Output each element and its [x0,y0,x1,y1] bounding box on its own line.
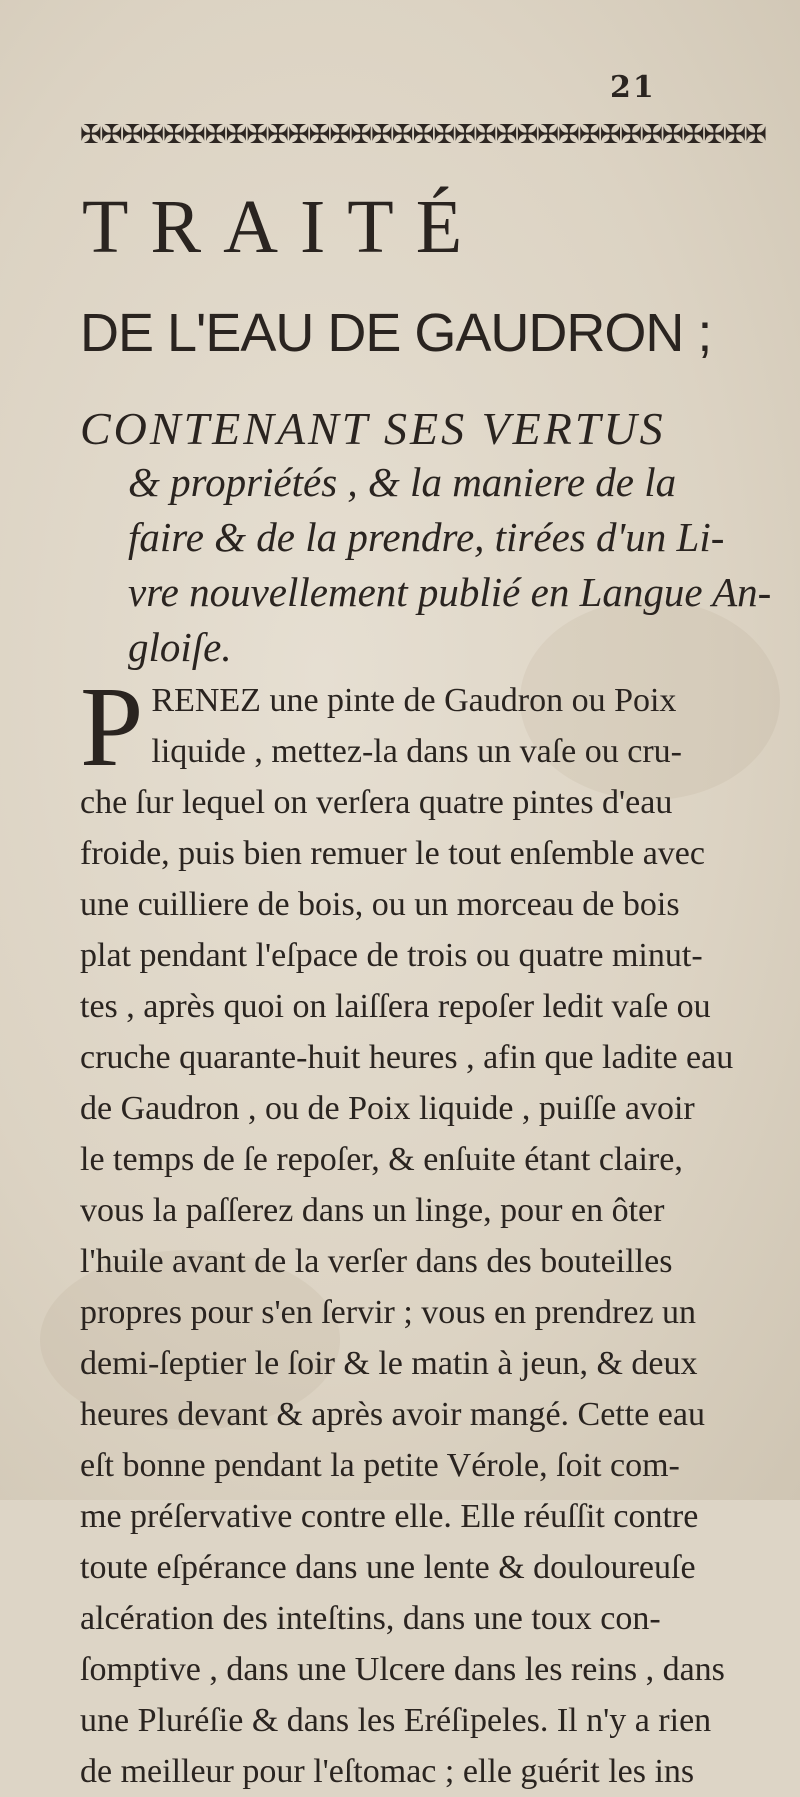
body-line: eſt bonne pendant la petite Vérole, ſoit com- [80,1447,680,1484]
description-line: faire & de la prendre, tirées d'un Li- [128,514,725,560]
body-line: froide, puis bien remuer le tout enſemble avec [80,835,705,872]
body-line: RENEZ une pinte de Gaudron ou Poix [151,682,677,719]
page-title: TRAITÉ [82,185,485,269]
body-line: de Gaudron , ou de Poix liquide , puiſſe avoir [80,1090,695,1127]
body-line: l'huile avant de la verſer dans des bouteilles [80,1243,673,1280]
description-line: vre nouvellement publié en Langue An- [128,569,772,615]
body-line: vous la paſſerez dans un linge, pour en ôter [80,1192,665,1229]
body-line: alcération des inteſtins, dans une toux con- [80,1600,661,1637]
body-text [80,663,740,1797]
body-line: me préſervative contre elle. Elle réuſſit contre [80,1498,699,1535]
body-line: che ſur lequel on verſera quatre pintes d'eau [80,784,673,821]
title-description [80,455,772,675]
body-line: toute eſpérance dans une lente & douloureuſe [80,1549,696,1586]
description-line: & propriétés , & la maniere de la [128,459,677,505]
body-line: de meilleur pour l'eſtomac ; elle guérit les ins [80,1753,695,1790]
body-line: le temps de ſe repoſer, & enſuite étant claire, [80,1141,683,1178]
drop-cap: P [80,663,144,790]
ornament-border: ✠✠✠✠✠✠✠✠✠✠✠✠✠✠✠✠✠✠✠✠✠✠✠✠✠✠✠✠✠✠✠✠✠ [80,120,766,150]
body-line: une Pluréſie & dans les Eréſipeles. Il n'y a rien [80,1702,712,1739]
body-line: heures devant & après avoir mangé. Cette eau [80,1396,705,1433]
description-line: gloiſe. [128,624,232,670]
section-heading: CONTENANT SES VERTUS [80,403,666,454]
body-line: tes , après quoi on laiſſera repoſer ledit vaſe ou [80,988,711,1025]
body-line: ſomptive , dans une Ulcere dans les reins , dans [80,1651,725,1688]
body-line: plat pendant l'eſpace de trois ou quatre minut- [80,937,703,974]
body-line: demi-ſeptier le ſoir & le matin à jeun, & deux [80,1345,698,1382]
body-line: cruche quarante-huit heures , afin que ladite eau [80,1039,734,1076]
page-number: 21 [610,70,656,105]
body-line: propres pour s'en ſervir ; vous en prendrez un [80,1294,697,1331]
page-subtitle: DE L'EAU DE GAUDRON ; [80,303,712,363]
body-line: liquide , mettez-la dans un vaſe ou cru- [151,733,682,770]
body-line: une cuilliere de bois, ou un morceau de bois [80,886,680,923]
